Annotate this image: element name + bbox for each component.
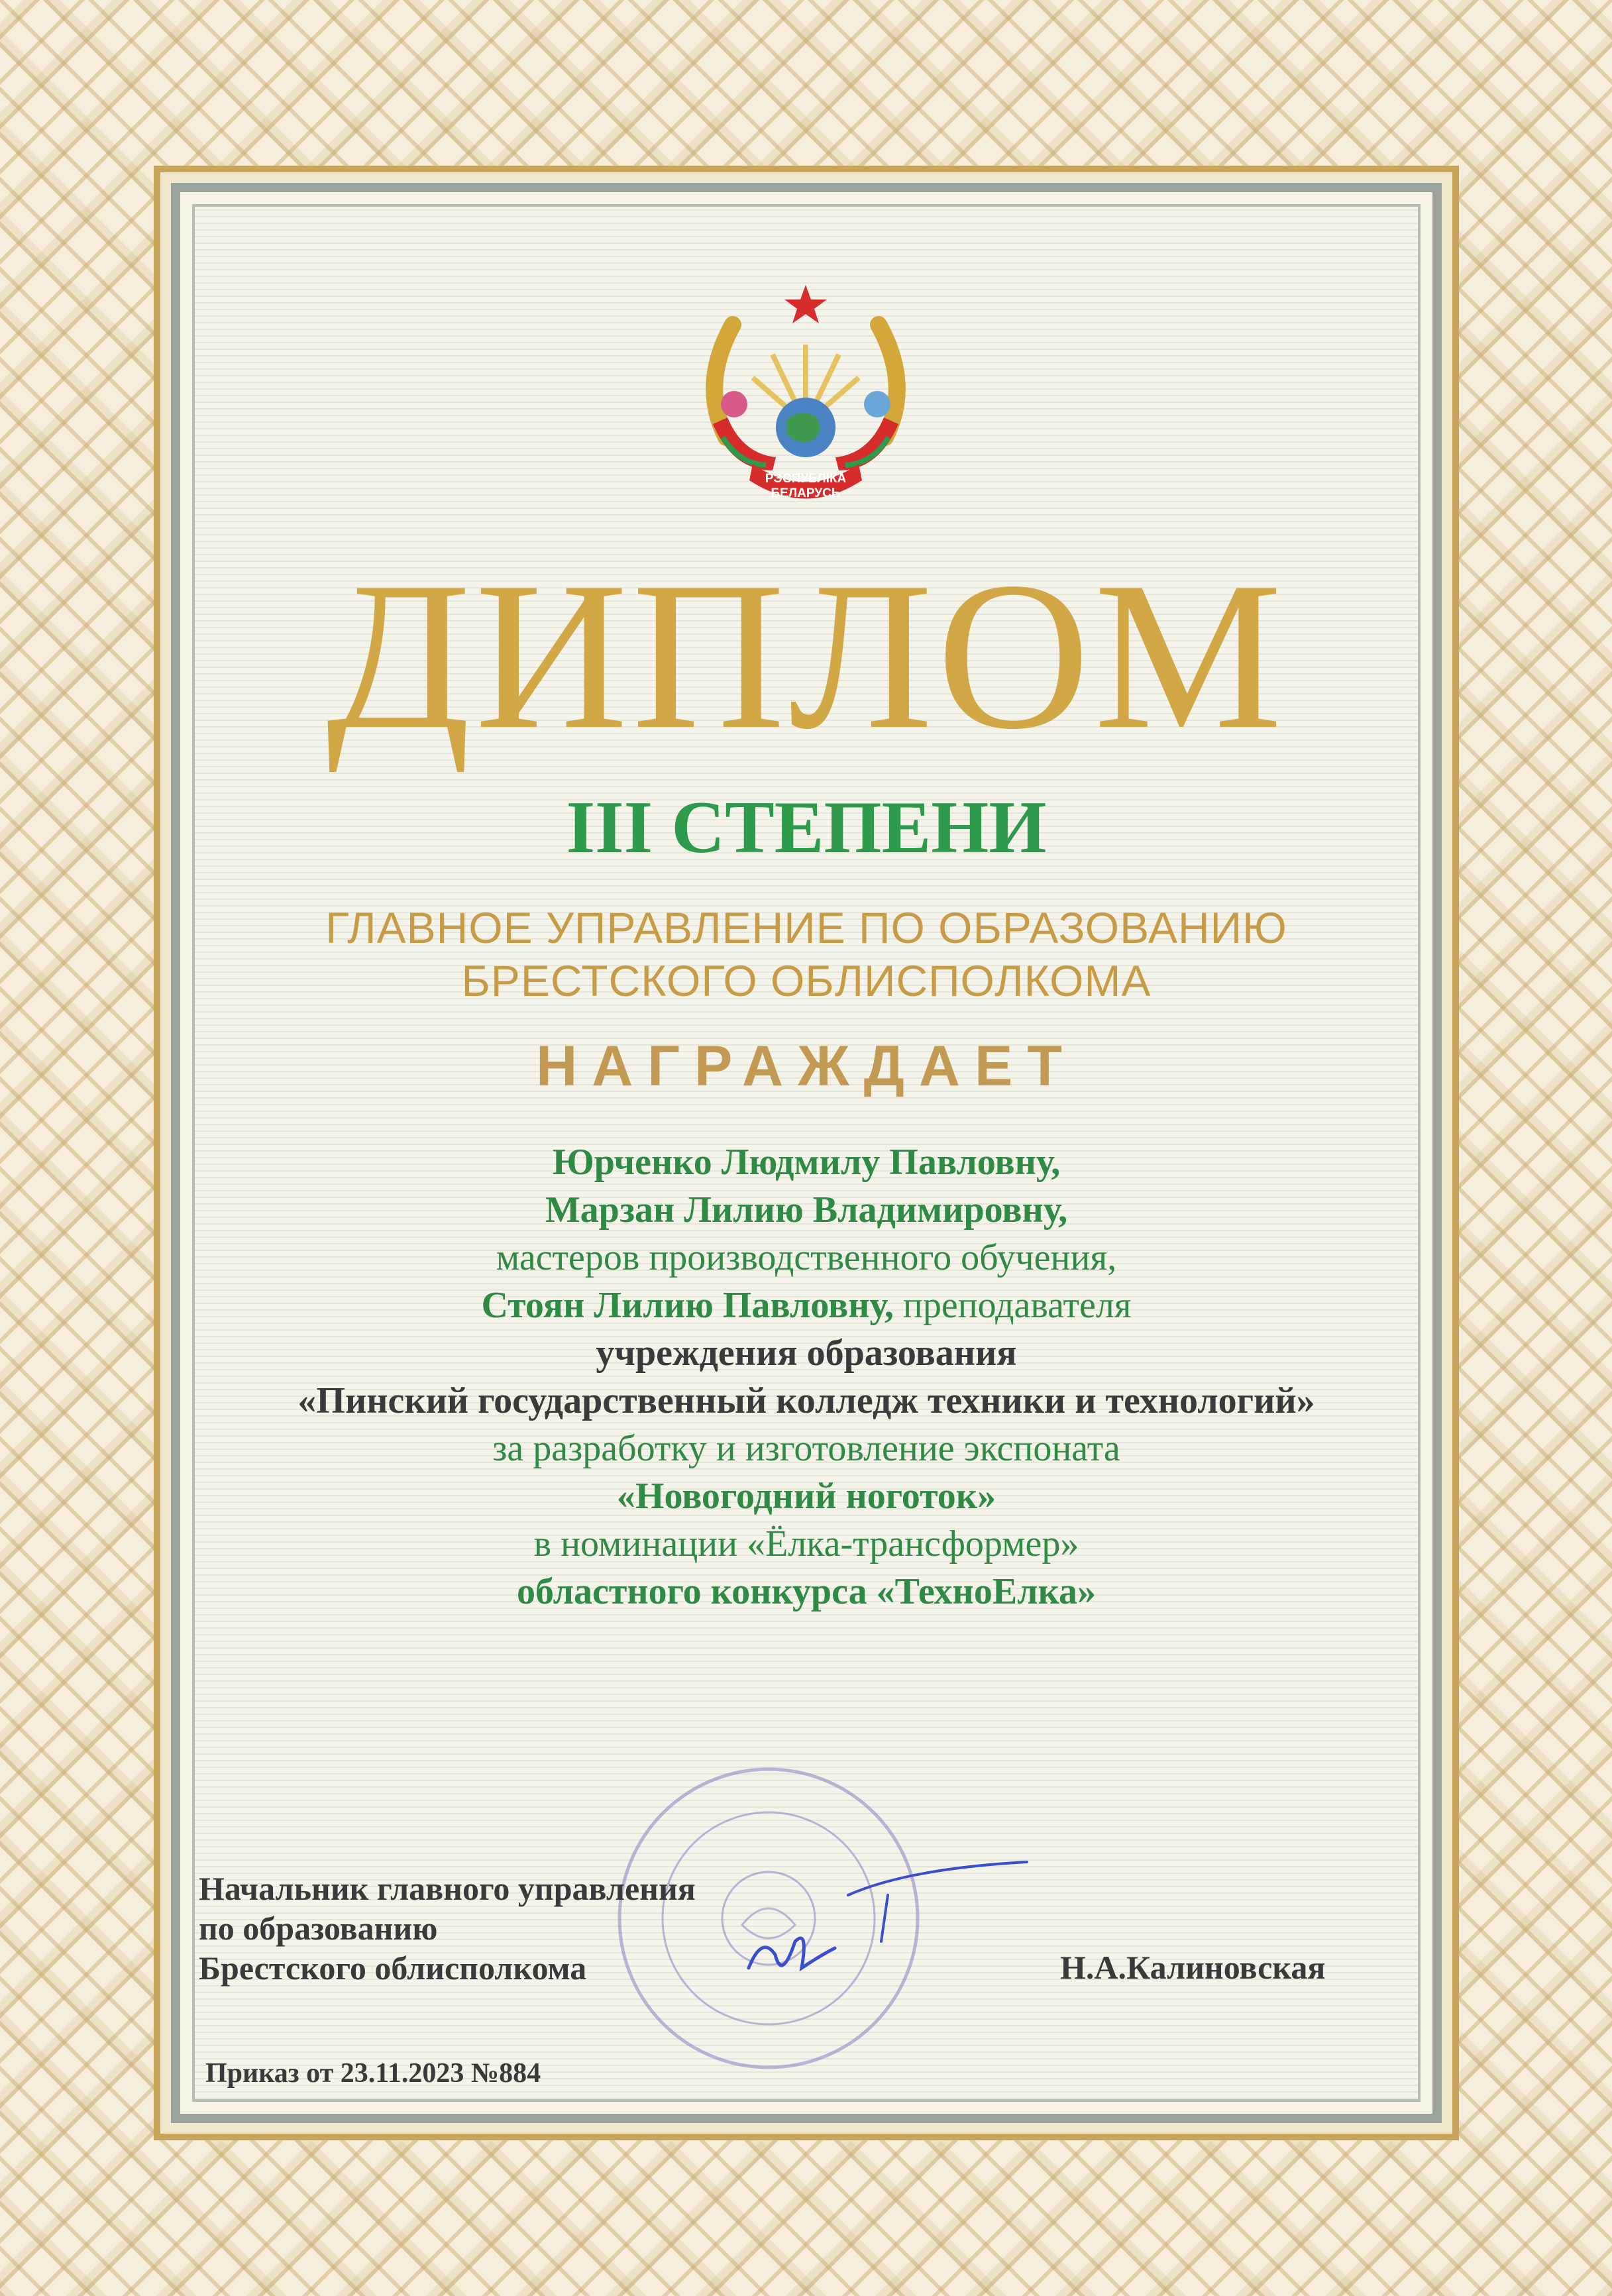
diploma-degree: III СТЕПЕНИ bbox=[566, 787, 1047, 869]
exhibit-name: «Новогодний ноготок» bbox=[616, 1476, 996, 1517]
diploma-title: ДИПЛОМ bbox=[326, 539, 1287, 773]
awards-heading: НАГРАЖДАЕТ bbox=[536, 1034, 1077, 1098]
institution-type: учреждения образования bbox=[596, 1333, 1017, 1374]
recipient-3-line bbox=[192, 1282, 1421, 1329]
recipient-3-role: преподавателя bbox=[893, 1285, 1132, 1326]
award-body bbox=[192, 1138, 1421, 1615]
recipient-2: Марзан Лилию Владимировну, bbox=[545, 1189, 1068, 1230]
emblem-text-line2: БЕЛАРУСЬ bbox=[771, 486, 841, 500]
issuing-organization bbox=[192, 901, 1421, 1007]
institution-name: «Пинский государственный колледж техники и технологий» bbox=[297, 1380, 1315, 1421]
signatory-line-3: Брестского облисполкома bbox=[199, 1949, 587, 1987]
signatory-position bbox=[199, 1869, 861, 1988]
org-line-1: ГЛАВНОЕ УПРАВЛЕНИЕ ПО ОБРАЗОВАНИЮ bbox=[325, 903, 1287, 952]
signatory-line-2: по образованию bbox=[199, 1910, 438, 1947]
recipients-role: мастеров производственного обучения, bbox=[496, 1237, 1117, 1278]
emblem-text-line1: РЭСПУБЛІКА bbox=[765, 472, 847, 486]
org-line-2: БРЕСТСКОГО ОБЛИСПОЛКОМА bbox=[461, 956, 1152, 1005]
signatory-name: Н.А.Калиновская bbox=[1060, 1949, 1326, 1986]
signatory-line-1: Начальник главного управления bbox=[199, 1870, 696, 1907]
order-reference: Приказ от 23.11.2023 №884 bbox=[205, 2058, 541, 2089]
nomination: в номинации «Ёлка-трансформер» bbox=[533, 1523, 1079, 1564]
state-emblem-icon bbox=[686, 272, 925, 510]
award-reason: за разработку и изготовление экспоната bbox=[492, 1428, 1120, 1469]
recipient-3: Стоян Лилию Павловну, bbox=[481, 1285, 894, 1326]
contest-name: областного конкурса «ТехноЕлка» bbox=[516, 1571, 1097, 1612]
recipient-1: Юрченко Людмилу Павловну, bbox=[552, 1142, 1061, 1183]
